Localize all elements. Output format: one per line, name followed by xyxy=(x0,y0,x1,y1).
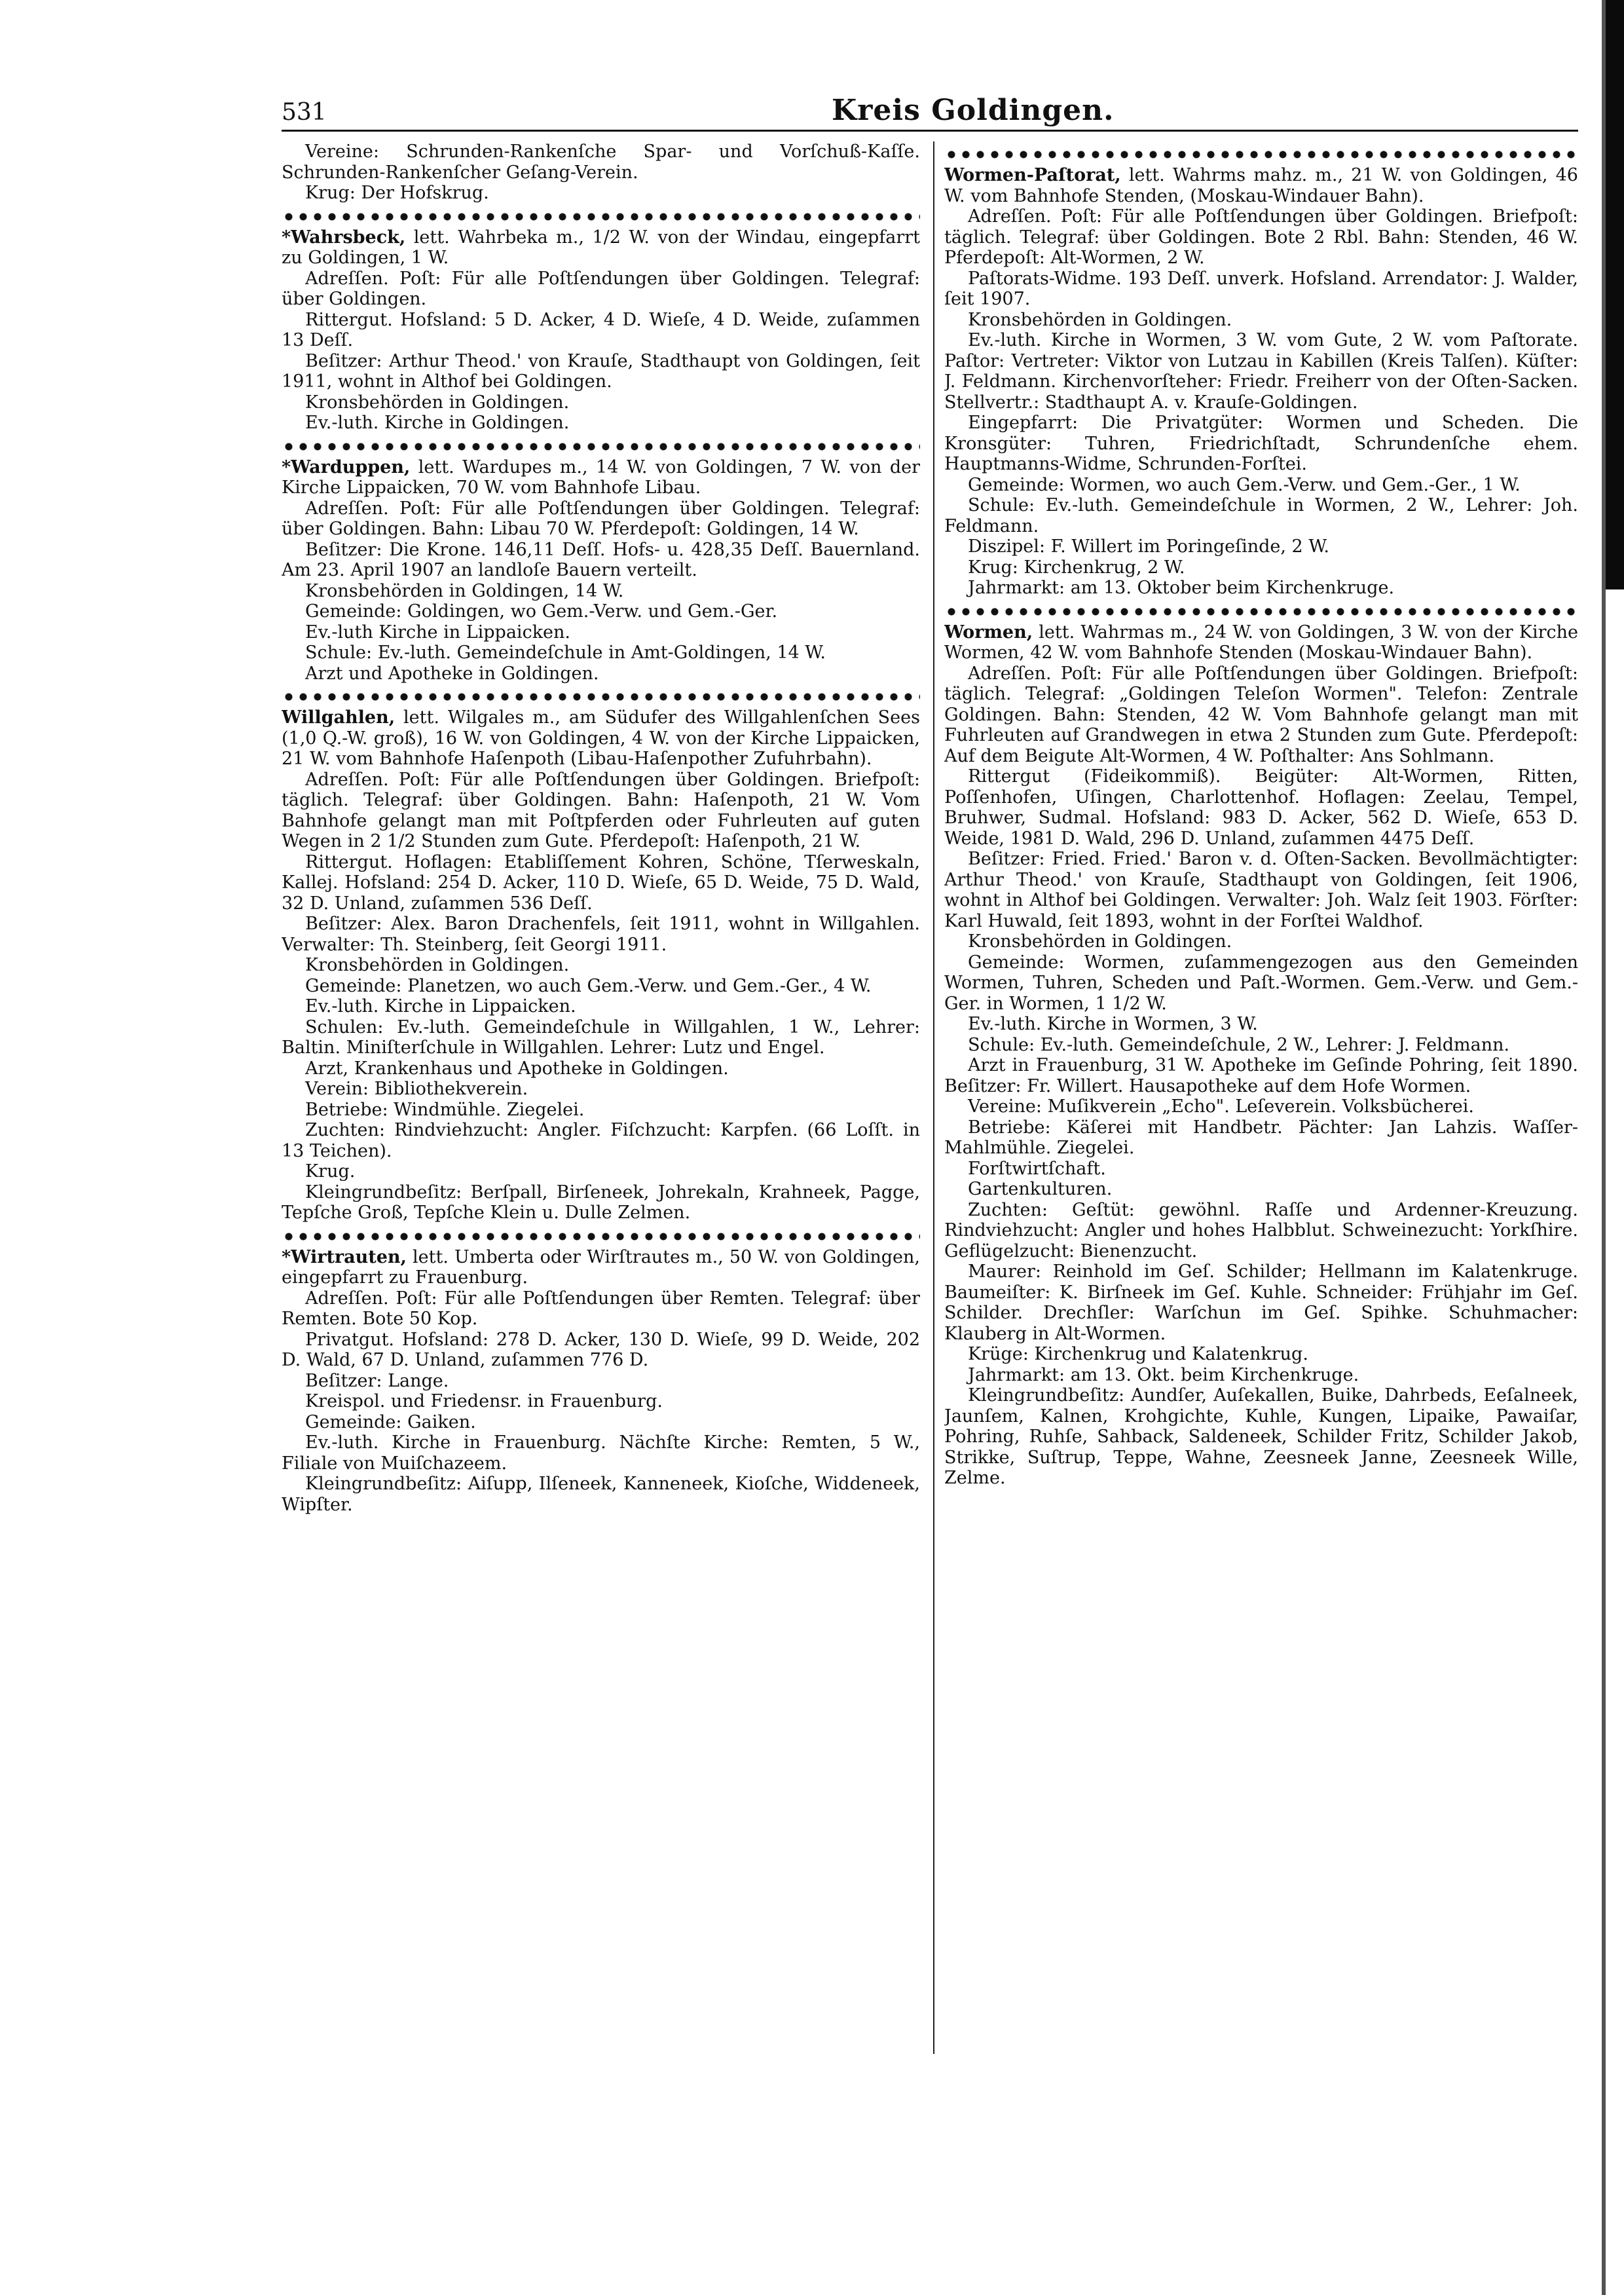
estate-name: *Warduppen, xyxy=(282,457,411,477)
entry-paragraph: Ev.-luth. Kirche in Frauenburg. Nächſte Kirche: Remten, 5 W., Filiale von Muiſchazeem. xyxy=(282,1432,920,1474)
ornament-divider xyxy=(944,605,1578,618)
entry-paragraph: Gemeinde: Wormen, zuſammengezogen aus den Gemeinden Wormen, Tuhren, Scheden und Paſt.-Wormen. Gem.-Verw. und Gem.-Ger. in Wormen, 1 1/2 W. xyxy=(944,952,1578,1014)
estate-name: Wormen, xyxy=(944,622,1033,643)
entry-paragraph: Adreſſen. Poſt: Für alle Poſtſendungen über Goldingen. Telegraf: über Goldingen. xyxy=(282,268,920,309)
entry-paragraph: Rittergut (Fideikommiß). Beigüter: Alt-Wormen, Ritten, Poſſenhofen, Uſingen, Charlottenhof. Hoflagen: Zeelau, Tempel, Bruhwer, Sudmal. Hofsland: 983 D. Acker, 562 D. Wieſe, 653 D. Weide, 1981 D. Wald, 296 D. Unland, zuſammen 4475 Deſſ. xyxy=(944,766,1578,849)
entry-paragraph: Ev.-luth. Kirche in Goldingen. xyxy=(305,413,570,433)
entry-paragraph: Jahrmarkt: am 13. Okt. beim Kirchenkruge. xyxy=(968,1364,1359,1385)
column-separator xyxy=(933,141,934,2054)
entry-paragraph: Adreſſen. Poſt: Für alle Poſtſendungen über Goldingen. Telegraf: über Goldingen. Bahn: Libau 70 W. Pferdepoſt: Goldingen, 14 W. xyxy=(282,498,920,539)
entry-paragraph: Kleingrundbeſitz: Aiſupp, Ilſeneek, Kanneneek, Kioſche, Widdeneek, Wipſter. xyxy=(282,1474,920,1515)
entry-paragraph: Privatgut. Hofsland: 278 D. Acker, 130 D. Wieſe, 99 D. Weide, 202 D. Wald, 67 D. Unland, zuſammen 776 D. xyxy=(282,1329,920,1370)
entry-paragraph: Beſitzer: Fried. Fried.' Baron v. d. Oſten-Sacken. Bevollmächtigter: Arthur Theod.' von Krauſe, Stadthaupt von Goldingen, ſeit 1906, wohnt in Althof bei Goldingen. Verwalter: Joh. Walz ſeit 1903. Förſter: Karl Huwald, ſeit 1893, wohnt in der Forſtei Waldhof. xyxy=(944,849,1578,931)
entry-paragraph: Kronsbehörden in Goldingen. xyxy=(305,955,570,975)
entry-paragraph: Diszipel: F. Willert im Poringeſinde, 2 W. xyxy=(968,536,1329,557)
entry-paragraph: Ev.-luth Kirche in Lippaicken. xyxy=(305,622,570,643)
entry-paragraph: Ev.-luth. Kirche in Lippaicken. xyxy=(305,996,576,1017)
entry-heading xyxy=(282,457,920,498)
entry-description: lett. Wahrmas m., 24 W. von Goldingen, 3 W. von der Kirche Wormen, 42 W. vom Bahnhofe Stenden (Moskau-Windauer Bahn). xyxy=(944,622,1578,663)
entry-paragraph: Krüge: Kirchenkrug und Kalatenkrug. xyxy=(968,1344,1308,1364)
entry-paragraph: Vereine: Schrunden-Rankenſche Spar- und Vorſchuß-Kaſſe. Schrunden-Rankenſcher Geſang-Verein. xyxy=(282,141,920,183)
left-column xyxy=(282,141,920,2054)
page-header xyxy=(282,77,1578,132)
entry-description: lett. Wardupes m., 14 W. von Goldingen, 7 W. von der Kirche Lippaicken, 70 W. vom Bahnhofe Libau. xyxy=(282,457,920,498)
entry-paragraph: Zuchten: Geſtüt: gewöhnl. Raſſe und Ardenner-Kreuzung. Rindviehzucht: Angler und hohes Halbblut. Schweinezucht: Yorkſhire. Geflügelzucht: Bienenzucht. xyxy=(944,1199,1578,1261)
scan-edge-shadow xyxy=(1606,0,1624,589)
entry-paragraph: Kronsbehörden in Goldingen. xyxy=(968,309,1232,330)
scan-edge-line xyxy=(1602,0,1606,2295)
entry-paragraph: Beſitzer: Arthur Theod.' von Krauſe, Stadthaupt von Goldingen, ſeit 1911, wohnt in Althof bei Goldingen. xyxy=(282,350,920,392)
entry-paragraph: Rittergut. Hofsland: 5 D. Acker, 4 D. Wieſe, 4 D. Weide, zuſammen 13 Deſſ. xyxy=(282,309,920,350)
entry-paragraph: Kleingrundbeſitz: Berſpall, Birſeneek, Johrekaln, Krahneek, Pagge, Tepſche Groß, Tepſche Klein u. Dulle Zelmen. xyxy=(282,1182,920,1223)
entry-paragraph: Adreſſen. Poſt: Für alle Poſtſendungen über Goldingen. Briefpoſt: täglich. Telegraf: über Goldingen. Bahn: Haſenpoth, 21 W. Vom Bahnhofe gelangt man mit Poſtpferden oder Fuhrleuten auf guten Wegen in 2 1/2 Stunden zum Gute. Pferdepoſt: Haſenpoth, 21 W. xyxy=(282,769,920,851)
entry-paragraph: Gemeinde: Goldingen, wo Gem.-Verw. und Gem.-Ger. xyxy=(305,601,778,622)
estate-name: *Wirtrauten, xyxy=(282,1246,407,1267)
entry-paragraph: Ev.-luth. Kirche in Wormen, 3 W. vom Gute, 2 W. vom Paſtorate. Paſtor: Vertreter: Viktor von Lutzau in Kabillen (Kreis Talſen). Küſter: J. Feldmann. Kirchenvorſteher: Friedr. Freiherr von der Oſten-Sacken. Stellvertr.: Stadthaupt A. v. Krauſe-Goldingen. xyxy=(944,330,1578,413)
entry-paragraph: Kronsbehörden in Goldingen. xyxy=(968,931,1232,952)
estate-name: Willgahlen, xyxy=(282,707,396,728)
entry-paragraph: Paſtorats-Widme. 193 Deſſ. unverk. Hofsland. Arrendator: J. Walder, ſeit 1907. xyxy=(944,268,1578,309)
entry-paragraph: Jahrmarkt: am 13. Oktober beim Kirchenkruge. xyxy=(968,578,1395,598)
entry-paragraph: Arzt und Apotheke in Goldingen. xyxy=(305,663,599,684)
entry-paragraph: Rittergut. Hoflagen: Etabliſſement Kohren, Schöne, Tſerweskaln, Kallej. Hofsland: 254 D. Acker, 110 D. Wieſe, 65 D. Weide, 75 D. Wald, 32 D. Unland, zuſammen 536 Deſſ. xyxy=(282,851,920,914)
entry-paragraph: Kleingrundbeſitz: Aundſer, Auſekallen, Buike, Dahrbeds, Eeſalneek, Jaunſem, Kalnen, Krohgichte, Kuhle, Kungen, Lipaike, Pawaiſar, Pohring, Ruhſe, Sahback, Saldeneek, Schilder Fritz, Schilder Jakob, Strikke, Suſtrup, Teppe, Wahne, Zeesneek Janne, Zeesneek Wille, Zelme. xyxy=(944,1385,1578,1488)
entry-description: lett. Wahrms mahz. m., 21 W. von Goldingen, 46 W. vom Bahnhofe Stenden, (Moskau-Windauer Bahn). xyxy=(944,165,1578,206)
entry-paragraph: Arzt in Frauenburg, 31 W. Apotheke im Geſinde Pohring, ſeit 1890. Beſitzer: Fr. Willert. Hausapotheke auf dem Hofe Wormen. xyxy=(944,1055,1578,1096)
entry-description: lett. Umberta oder Wirſtrautes m., 50 W. von Goldingen, eingepfarrt zu Frauenburg. xyxy=(282,1246,920,1288)
entry-heading xyxy=(282,1247,920,1288)
entry-paragraph: Schule: Ev.-luth. Gemeindeſchule in Wormen, 2 W., Lehrer: Joh. Feldmann. xyxy=(944,495,1578,536)
entry-paragraph: Maurer: Reinhold im Geſ. Schilder; Hellmann im Kalatenkruge. Baumeiſter: K. Birſneek im Geſ. Kuhle. Schneider: Frühjahr im Geſ. Schilder. Drechſler: Warſchun im Geſ. Spihke. Schuhmacher: Klauberg in Alt-Wormen. xyxy=(944,1261,1578,1344)
entry-paragraph: Schule: Ev.-luth. Gemeindeſchule in Amt-Goldingen, 14 W. xyxy=(305,643,826,663)
right-column xyxy=(944,141,1578,2054)
entry-paragraph: Beſitzer: Die Krone. 146,11 Deſſ. Hofs- u. 428,35 Deſſ. Bauernland. Am 23. April 1907 an landloſe Bauern verteilt. xyxy=(282,539,920,580)
estate-name: *Wahrsbeck, xyxy=(282,227,406,248)
entry-paragraph: Gemeinde: Gaiken. xyxy=(305,1411,476,1432)
entry-paragraph: Verein: Bibliothekverein. xyxy=(305,1079,528,1099)
entry-paragraph: Kronsbehörden in Goldingen, 14 W. xyxy=(305,580,624,601)
entry-paragraph: Betriebe: Käſerei mit Handbetr. Pächter: Jan Lahzis. Waſſer-Mahlmühle. Ziegelei. xyxy=(944,1117,1578,1158)
entry-paragraph: Schule: Ev.-luth. Gemeindeſchule, 2 W., Lehrer: J. Feldmann. xyxy=(968,1034,1510,1055)
entry-paragraph: Betriebe: Windmühle. Ziegelei. xyxy=(305,1099,585,1120)
entry-paragraph: Beſitzer: Lange. xyxy=(305,1370,449,1391)
entry-paragraph: Adreſſen. Poſt: Für alle Poſtſendungen über Goldingen. Briefpoſt: täglich. Telegraf: über Goldingen. Bote 2 Rbl. Bahn: Stenden, 46 W. Pferdepoſt: Alt-Wormen, 2 W. xyxy=(944,206,1578,268)
entry-paragraph: Zuchten: Rindviehzucht: Angler. Fiſchzucht: Karpfen. (66 Loſſt. in 13 Teichen). xyxy=(282,1120,920,1161)
entry-paragraph: Gemeinde: Planetzen, wo auch Gem.-Verw. und Gem.-Ger., 4 W. xyxy=(305,975,872,996)
entry-paragraph: Kreispol. und Friedensr. in Frauenburg. xyxy=(305,1391,663,1411)
entry-paragraph: Adreſſen. Poſt: Für alle Poſtſendungen über Remten. Telegraf: über Remten. Bote 50 Kop. xyxy=(282,1288,920,1329)
running-title: Kreis Goldingen. xyxy=(832,94,1115,127)
page-number: 531 xyxy=(282,99,327,126)
entry-paragraph: Gartenkulturen. xyxy=(968,1179,1113,1199)
estate-name: Wormen-Paſtorat, xyxy=(944,165,1121,185)
entry-paragraph: Gemeinde: Wormen, wo auch Gem.-Verw. und Gem.-Ger., 1 W. xyxy=(968,474,1521,495)
entry-heading xyxy=(282,707,920,770)
entry-heading xyxy=(282,227,920,269)
ornament-divider xyxy=(282,210,920,223)
entry-paragraph: Krug: Kirchenkrug, 2 W. xyxy=(968,557,1185,578)
entry-paragraph: Vereine: Muſikverein „Echo". Leſeverein. Volksbücherei. xyxy=(968,1096,1474,1117)
ornament-divider xyxy=(282,1230,920,1243)
entry-paragraph: Krug: Der Hofskrug. xyxy=(305,183,489,203)
entry-paragraph: Eingepfarrt: Die Privatgüter: Wormen und Scheden. Die Kronsgüter: Tuhren, Friedrichſtadt, Schrundenſche ehem. Hauptmanns-Widme, Schrunden-Forſtei. xyxy=(944,413,1578,474)
entry-paragraph: Beſitzer: Alex. Baron Drachenfels, ſeit 1911, wohnt in Willgahlen. Verwalter: Th. Steinberg, ſeit Georgi 1911. xyxy=(282,914,920,955)
text-columns xyxy=(282,141,1578,2106)
entry-paragraph: Arzt, Krankenhaus und Apotheke in Goldingen. xyxy=(305,1058,729,1079)
entry-paragraph: Krug. xyxy=(305,1161,356,1182)
entry-paragraph: Forſtwirtſchaft. xyxy=(968,1158,1106,1179)
document-page xyxy=(282,77,1578,2186)
ornament-divider xyxy=(282,690,920,703)
entry-heading xyxy=(944,165,1578,206)
entry-description: lett. Wahrbeka m., 1/2 W. von der Windau, eingepfarrt zu Goldingen, 1 W. xyxy=(282,227,920,268)
ornament-divider xyxy=(944,148,1578,161)
entry-paragraph: Schulen: Ev.-luth. Gemeindeſchule in Willgahlen, 1 W., Lehrer: Baltin. Miniſterſchule in Willgahlen. Lehrer: Lutz und Engel. xyxy=(282,1017,920,1058)
entry-paragraph: Adreſſen. Poſt: Für alle Poſtſendungen über Goldingen. Briefpoſt: täglich. Telegraf: „Goldingen Teleſon Wormen". Telefon: Zentrale Goldingen. Bahn: Stenden, 42 W. Vom Bahnhofe gelangt man mit Fuhrleuten auf Grandwegen in etwa 2 Stunden zum Gute. Pferdepoſt: Auf dem Beigute Alt-Wormen, 4 W. Poſthalter: Ans Sohlmann. xyxy=(944,663,1578,766)
entry-description: lett. Wilgales m., am Südufer des Willgahlenſchen Sees (1,0 Q.-W. groß), 16 W. von Goldingen, 4 W. von der Kirche Lippaicken, 21 W. vom Bahnhofe Haſenpoth (Libau-Haſenpother Zufuhrbahn). xyxy=(282,707,920,769)
entry-paragraph: Kronsbehörden in Goldingen. xyxy=(305,392,570,413)
ornament-divider xyxy=(282,440,920,453)
entry-paragraph: Ev.-luth. Kirche in Wormen, 3 W. xyxy=(968,1014,1258,1034)
entry-heading xyxy=(944,622,1578,663)
